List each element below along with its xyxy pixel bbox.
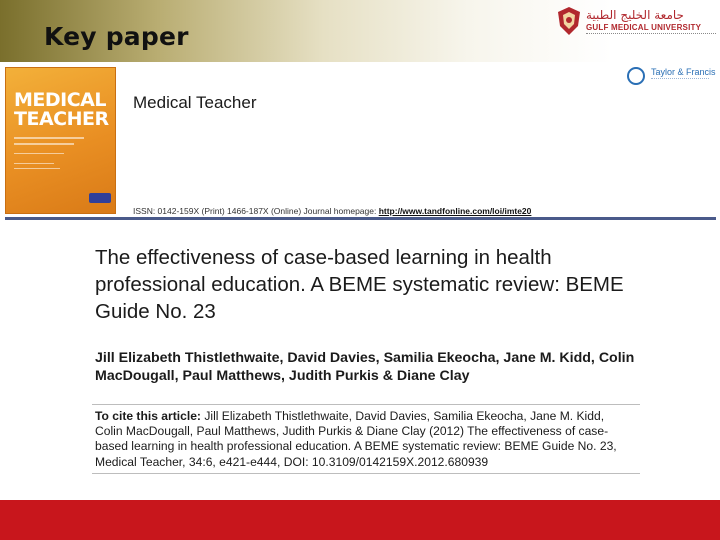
publisher-name: Taylor & Francis: [651, 67, 716, 77]
cover-text-line: [14, 168, 60, 169]
article-authors: Jill Elizabeth Thistlethwaite, David Davies, Samilia Ekeocha, Jane M. Kidd, Colin MacDougall, Paul Matthews, Judith Purkis & Diane Clay: [95, 350, 635, 384]
publisher-logo-icon: [627, 67, 645, 85]
university-logo: [556, 6, 716, 40]
logo-english-text: GULF MEDICAL UNIVERSITY: [586, 23, 702, 32]
article-title: The effectiveness of case-based learning in health professional education. A BEME systematic review: BEME Guide No. 23: [95, 246, 624, 323]
cover-text-line: [14, 137, 84, 139]
journal-name: Medical Teacher: [133, 93, 257, 112]
cover-text-line: [14, 153, 64, 154]
header-divider: [5, 217, 716, 220]
journal-homepage-link[interactable]: http://www.tandfonline.com/loi/imte20: [378, 206, 532, 216]
cover-publisher-badge: [89, 193, 111, 203]
citation: [95, 409, 630, 470]
logo-arabic-text: جامعة الخليج الطبية: [586, 8, 684, 22]
citation-text: Jill Elizabeth Thistlethwaite, David Davies, Samilia Ekeocha, Jane M. Kidd, Colin MacDougall, Paul Matthews, Judith Purkis & Diane Clay (2012) The effectiveness of case-based learning in health professional education. A BEME systematic review: BEME Guide No. 23, Medical Teacher, 34:6, e421-e444, DOI: 10.3109/0142159X.2012.680939: [95, 409, 617, 469]
cover-text-line: [14, 143, 74, 145]
journal-cover-image: [5, 67, 116, 214]
citation-label: To cite this article:: [95, 409, 201, 423]
university-crest-icon: [556, 6, 582, 36]
issn-line: [133, 206, 531, 216]
cover-title-line1: MEDICAL: [14, 89, 106, 111]
logo-tagline-rule: [586, 33, 716, 36]
slide-title: Key paper: [44, 22, 189, 51]
issn-text: ISSN: 0142-159X (Print) 1466-187X (Online) Journal homepage:: [133, 206, 379, 216]
footer-bar: [0, 500, 720, 540]
cover-text-line: [14, 163, 54, 164]
publisher-tagline-rule: [651, 78, 709, 80]
cover-title-line2: TEACHER: [14, 108, 109, 130]
cover-title: [14, 91, 109, 129]
publisher-logo: [624, 64, 716, 90]
